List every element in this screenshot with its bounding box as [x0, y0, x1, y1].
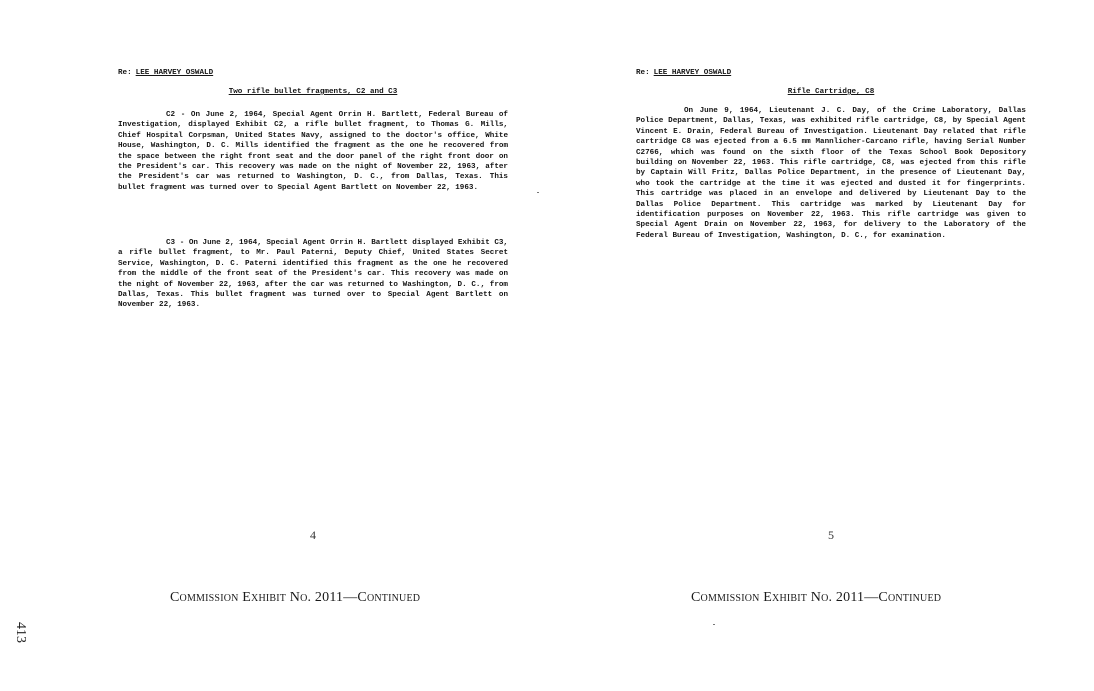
- scan-speck: [537, 192, 539, 193]
- re-subject: LEE HARVEY OSWALD: [135, 69, 214, 77]
- paragraph-c8: On June 9, 1964, Lieutenant J. C. Day, of the Crime Laboratory, Dallas Police Department, Dallas, Texas, was exhibited rifle cartridge, C8, by Special Agent Vincent E. Drain, Federal Bureau of Investigation. Lieutenant Day related that rifle cartridge C8 was ejected from a 6.5 mm Mannlicher-Carcano rifle, having Serial Number C2766, which was found on the sixth floor of the Texas School Book Depository building on November 22, 1963. This rifle cartridge, C8, was ejected from this rifle by Captain Will Fritz, Dallas Police Department, in the presence of Lieutenant Day, who took the cartridge at the time it was ejected and dusted it for fingerprints. This cartridge was placed in an envelope and delivered by Lieutenant Day to the Dallas Police Department. This cartridge was marked by Lieutenant Day for identification purposes on November 22, 1963. This rifle cartridge was given to Special Agent Drain on November 22, 1963, for delivery to the Laboratory of the Federal Bureau of Investigation, Washington, D. C., for examination.: [636, 107, 1026, 240]
- paragraph-c2: C2 - On June 2, 1964, Special Agent Orrin H. Bartlett, Federal Bureau of Investigation, displayed Exhibit C2, a rifle bullet fragment, to Thomas G. Mills, Chief Hospital Corpsman, United States Navy, assigned to the doctor's office, White House, Washington, D. C. Mills identified the fragment as the one he recovered from the space between the right front seat and the door panel of the right front door on the President's car. This recovery was made on the night of November 22, 1963, after the President's car was returned to Washington, D. C., from Dallas, Texas. This bullet fragment was turned over to Special Agent Bartlett on November 22, 1963.: [118, 111, 508, 192]
- scan-speck: [713, 624, 715, 625]
- page-number: 5: [828, 528, 834, 542]
- section-heading: Rifle Cartridge, C8: [787, 88, 875, 96]
- re-line: [636, 68, 731, 78]
- re-label: Re:: [636, 69, 650, 77]
- page-number: 4: [310, 528, 316, 542]
- exhibit-caption-left: Commission Exhibit No. 2011—Continued: [170, 590, 421, 605]
- re-subject: LEE HARVEY OSWALD: [653, 69, 732, 77]
- paragraph-c3: C3 - On June 2, 1964, Special Agent Orrin H. Bartlett displayed Exhibit C3, a rifle bullet fragment, to Mr. Paul Paterni, Deputy Chief, United States Secret Service, Washington, D. C. Paterni identified this fragment as the one he recovered from the middle of the front seat of the President's car. This recovery was made on the night of November 22, 1963, after the car was returned to Washington, D. C., from Dallas, Texas. This bullet fragment was turned over to Special Agent Bartlett on November 22, 1963.: [118, 239, 508, 310]
- re-label: Re:: [118, 69, 132, 77]
- volume-page-number: 413: [13, 622, 28, 643]
- exhibit-caption-right: Commission Exhibit No. 2011—Continued: [691, 590, 942, 605]
- section-heading: Two rifle bullet fragments, C2 and C3: [228, 88, 398, 96]
- re-line: [118, 68, 213, 78]
